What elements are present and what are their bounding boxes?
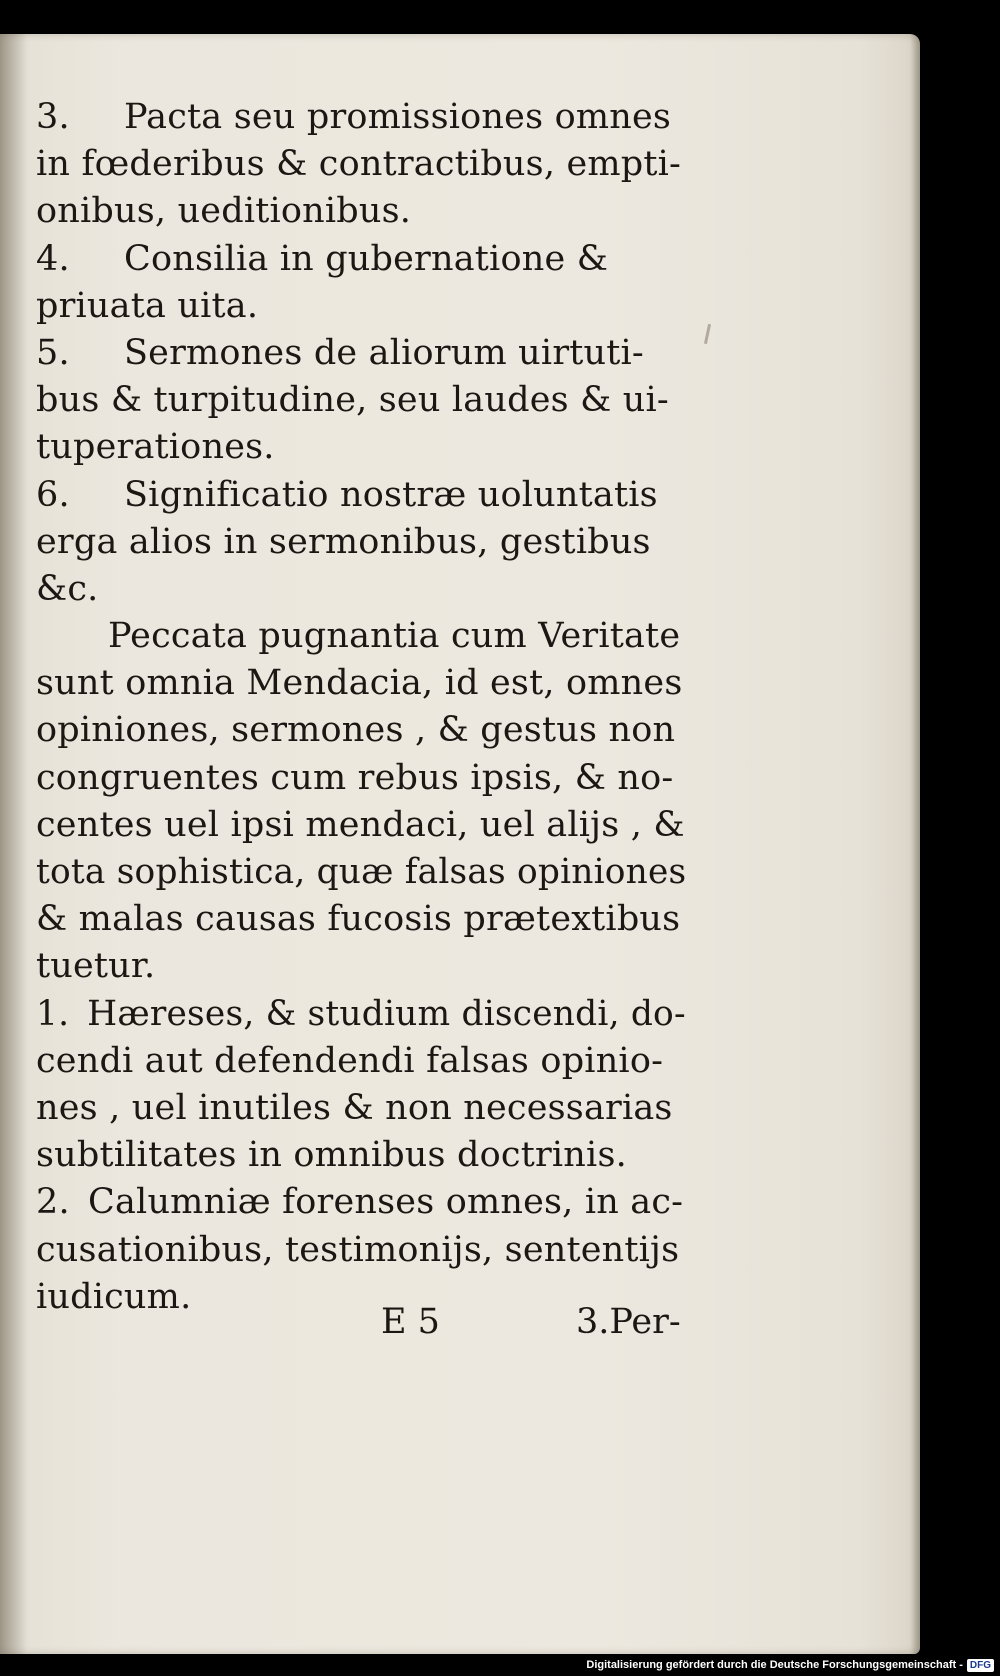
text-line: [36, 1227, 686, 1274]
line-text: &c.: [36, 568, 99, 609]
text-line: [36, 991, 686, 1038]
dfg-logo-icon: DFG: [967, 1659, 994, 1672]
line-text: opiniones, sermones , & gestus non: [36, 710, 676, 751]
text-line: [36, 1132, 686, 1179]
text-line: [36, 802, 686, 849]
line-text: priuata uita.: [36, 285, 259, 326]
text-line: [36, 1085, 686, 1132]
line-text: & malas causas fucosis prætextibus: [36, 899, 681, 940]
text-line: [36, 141, 686, 188]
text-line: [36, 519, 686, 566]
text-line: [36, 283, 686, 330]
text-line: [36, 377, 686, 424]
line-text: erga alios in sermonibus, gestibus: [36, 521, 651, 562]
text-line: [36, 755, 686, 802]
line-text: tota sophistica, quæ falsas opiniones: [36, 852, 687, 892]
text-line: [36, 94, 686, 141]
text-line: [36, 472, 686, 519]
text-line: [36, 236, 686, 283]
line-text: Pacta seu promissiones omnes: [124, 97, 672, 137]
line-text: onibus, ueditionibus.: [36, 191, 412, 232]
text-line: [36, 188, 686, 235]
line-text: sunt omnia Mendacia, id est, omnes: [36, 663, 683, 704]
text-line: [36, 1179, 686, 1226]
line-text: Hæreses, & studium discendi, do-: [87, 993, 686, 1034]
line-text: Calumniæ forenses omnes, in ac-: [88, 1182, 684, 1223]
text-line: [36, 896, 686, 943]
line-text: centes uel ipsi mendaci, uel alijs , &: [36, 804, 685, 845]
text-line: [36, 660, 686, 707]
credit-text: Digitalisierung gefördert durch die Deutsche Forschungsgemeinschaft -: [586, 1659, 963, 1671]
digitization-credit: [586, 1656, 994, 1674]
line-text: in fœderibus & contractibus, empti-: [36, 144, 682, 185]
text-line: [36, 707, 686, 754]
text-line: [36, 1038, 686, 1085]
text-line: [36, 849, 687, 896]
text-line: [36, 566, 686, 613]
line-text: tuperationes.: [36, 427, 275, 468]
item-number: 4.: [36, 238, 70, 279]
line-text: congruentes cum rebus ipsis, & no-: [36, 757, 674, 798]
line-text: nes , uel inutiles & non necessarias: [36, 1087, 673, 1128]
text-line: [36, 943, 686, 990]
line-text: iudicum.: [36, 1276, 192, 1317]
line-text: tuetur.: [36, 946, 156, 987]
text-line: [36, 330, 686, 377]
line-text: cendi aut defendendi falsas opinio-: [36, 1040, 664, 1081]
catchword: 3.Per-: [576, 1302, 681, 1342]
line-text: cusationibus, testimonijs, sententijs: [36, 1229, 680, 1270]
item-number: 6.: [36, 474, 70, 515]
item-number: 3.: [36, 97, 70, 137]
page-text: [36, 94, 686, 1321]
line-text: Sermones de aliorum uirtuti-: [124, 332, 644, 373]
ink-mark: [704, 324, 711, 344]
line-text: Peccata pugnantia cum Veritate: [108, 616, 681, 657]
line-text: bus & turpitudine, seu laudes & ui-: [36, 380, 669, 421]
text-line: [36, 613, 686, 660]
page-footer: [36, 1302, 686, 1352]
book-page: [0, 34, 920, 1654]
item-number: 1.: [36, 993, 70, 1034]
text-line: [36, 424, 686, 471]
line-text: subtilitates in omnibus doctrinis.: [36, 1135, 627, 1176]
signature-mark: E 5: [381, 1302, 440, 1342]
line-text: Consilia in gubernatione &: [124, 238, 609, 279]
item-number: 2.: [36, 1182, 70, 1223]
item-number: 5.: [36, 332, 70, 373]
line-text: Significatio nostræ uoluntatis: [124, 474, 658, 515]
